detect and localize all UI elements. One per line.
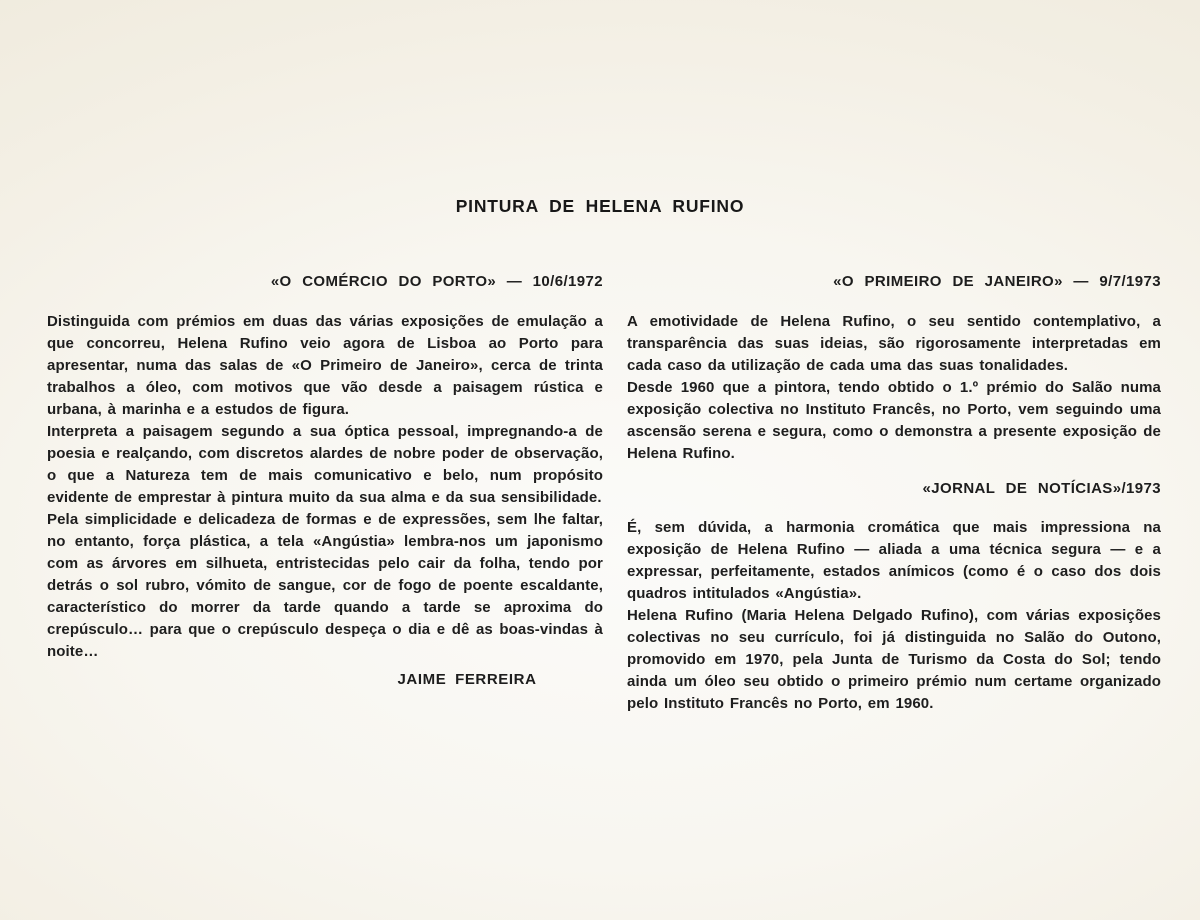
jornal-noticias-text <box>627 517 1161 715</box>
left-review-column <box>47 272 603 688</box>
review-paragraph: Interpreta a paisagem segundo a sua óptica pessoal, impregnando-a de poesia e realçando, com discretos alardes de nobre poder de observação, o que a Natureza tem de mais comunicativo e belo, num propósito evidente de emprestar à pintura muito da sua alma e da sua sensibilidade. <box>47 423 603 506</box>
review-paragraph: Desde 1960 que a pintora, tendo obtido o 1.º prémio do Salão numa exposição colectiva no Instituto Francês, no Porto, vem seguindo uma ascensão serena e segura, como o demonstra a presente exposição de Helena Rufino. <box>627 379 1161 462</box>
review-paragraph: A emotividade de Helena Rufino, o seu sentido contemplativo, a transparência das suas ideias, são rigorosamente interpretadas em cada caso da utilização de cada uma das suas tonalidades. <box>627 313 1161 374</box>
left-review-heading: «O COMÉRCIO DO PORTO» — 10/6/1972 <box>270 273 603 290</box>
page-title: PINTURA DE HELENA RUFINO <box>455 196 745 216</box>
right-review-heading: «O PRIMEIRO DE JANEIRO» — 9/7/1973 <box>833 273 1161 290</box>
review-paragraph: Pela simplicidade e delicadeza de formas e de expressões, sem lhe faltar, no entanto, força plástica, a tela «Angústia» lembra-nos um japonismo com as árvores em silhueta, entristecidas pelo cair da folha, tendo por detrás o sol rubro, vómito de sangue, cor de fogo de poente escaldante, característico do morrer da tarde quando a tarde se aproxima do crepúsculo… para que o crepúsculo despeça o dia e dê as boas-vindas à noite… <box>47 511 603 660</box>
review-paragraph: Distinguida com prémios em duas das várias exposições de emulação a que concorreu, Helena Rufino veio agora de Lisboa ao Porto para apresentar, numa das salas de «O Primeiro de Janeiro», cerca de trinta trabalhos a óleo, com motivos que vão desde a paisagem rústica e urbana, à marinha e a estudos de figura. <box>47 313 603 418</box>
jornal-noticias-heading: «JORNAL DE NOTÍCIAS»/1973 <box>922 480 1161 497</box>
review-paragraph: É, sem dúvida, a harmonia cromática que mais impressiona na exposição de Helena Rufino — aliada a uma técnica segura — e a expressar, perfeitamente, estados anímicos (como é o caso dos dois quadros intitulados «Angústia». <box>627 519 1161 602</box>
left-review-text <box>47 311 603 663</box>
right-review-column <box>627 272 1161 715</box>
right-review-text <box>627 311 1161 465</box>
byline-jaime-ferreira: JAIME FERREIRA <box>397 671 537 688</box>
review-paragraph: Helena Rufino (Maria Helena Delgado Rufino), com várias exposições colectivas no seu currículo, foi já distinguida no Salão do Outono, promovido em 1970, pela Junta de Turismo da Costa do Sol; tendo ainda um óleo seu obtido o primeiro prémio num certame organizado pelo Instituto Francês no Porto, em 1960. <box>627 607 1161 712</box>
